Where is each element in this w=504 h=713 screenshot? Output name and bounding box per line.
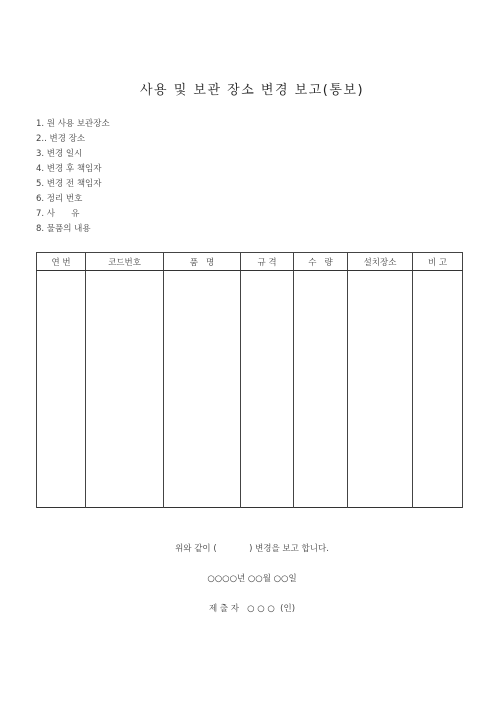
- list-item: 1. 원 사용 보관장소: [36, 119, 110, 129]
- list-item: 7. 사 유: [36, 209, 80, 219]
- cell-serial-no[interactable]: [37, 271, 86, 508]
- report-items-list: [36, 117, 110, 237]
- header-code-no: 코드번호: [86, 253, 164, 271]
- table-row: [37, 271, 463, 508]
- table-header-row: [37, 253, 463, 271]
- cell-code-no[interactable]: [86, 271, 164, 508]
- header-serial-no: 연 번: [37, 253, 86, 271]
- list-item: 8. 물품의 내용: [36, 224, 91, 234]
- report-date: ○○○○년 ○○월 ○○일: [207, 574, 297, 584]
- header-quantity: 수 량: [294, 253, 348, 271]
- report-statement: 위와 같이 ( ) 변경을 보고 합니다.: [175, 544, 329, 554]
- header-spec: 규 격: [241, 253, 294, 271]
- list-item: 6. 정리 번호: [36, 194, 83, 204]
- cell-spec[interactable]: [241, 271, 294, 508]
- header-item-name: 품 명: [164, 253, 241, 271]
- header-location: 설치장소: [348, 253, 413, 271]
- list-item: 4. 변경 후 책임자: [36, 164, 102, 174]
- cell-location[interactable]: [348, 271, 413, 508]
- cell-quantity[interactable]: [294, 271, 348, 508]
- submitter-line: 제 출 자 ○ ○ ○ (인): [208, 604, 296, 614]
- list-item: 3. 변경 일시: [36, 149, 83, 159]
- items-table: [36, 252, 463, 508]
- list-item: 2.. 변경 장소: [36, 134, 86, 144]
- cell-remarks[interactable]: [413, 271, 463, 508]
- list-item: 5. 변경 전 책임자: [36, 179, 102, 189]
- document-title: 사용 및 보관 장소 변경 보고(통보): [139, 83, 365, 98]
- header-remarks: 비 고: [413, 253, 463, 271]
- cell-item-name[interactable]: [164, 271, 241, 508]
